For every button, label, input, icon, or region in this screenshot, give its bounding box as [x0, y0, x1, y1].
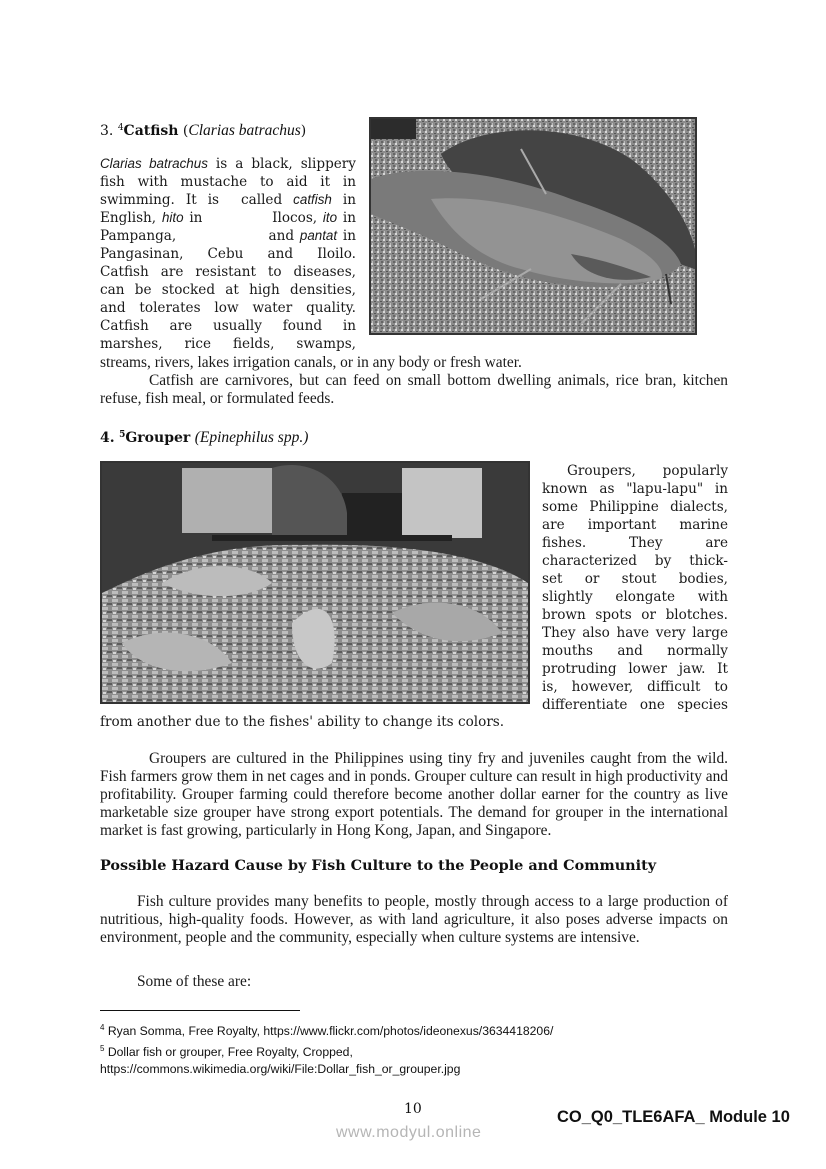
- catfish-text-line: [100, 263, 356, 281]
- grouper-text-line: mouths and normally: [542, 643, 728, 659]
- catfish-text-line: [100, 173, 356, 191]
- text-run: and tolerates low water quality.: [100, 300, 356, 316]
- text-run: Catfish are resistant to diseases,: [100, 264, 356, 280]
- catfish-text-line: [100, 209, 356, 227]
- text-run: in: [331, 192, 356, 208]
- text-run: English,: [100, 210, 162, 226]
- text-run: Catfish are usually found in: [100, 318, 356, 334]
- watermark: www.modyul.online: [336, 1124, 482, 1141]
- footnote-ref[interactable]: 4: [117, 123, 124, 133]
- grouper-culture-paragraph: Groupers are cultured in the Philippines using tiny fry and juveniles caught from the wild. Fish farmers grow them in net cages and in ponds. Grouper culture can result in high productivity and profitability. Grouper farming could therefore become another dollar earner for the country as live marketable size grouper have strong export potentials. The demand for grouper in the international market is fast growing, particularly in Hong Kong, Japan, and Singapore.: [100, 750, 728, 839]
- catfish-photo: [369, 117, 697, 335]
- italic-term: catfish: [293, 192, 332, 207]
- grouper-text-line: set or stout bodies,: [542, 571, 728, 587]
- catfish-text-line: [100, 299, 356, 317]
- grouper-photo: [100, 461, 530, 704]
- section-number: 3.: [100, 123, 114, 139]
- footnote-5: [100, 1040, 720, 1061]
- footnote-number: 4: [100, 1023, 105, 1032]
- grouper-title: Grouper: [125, 430, 191, 446]
- module-code: CO_Q0_TLE6AFA_ Module 10: [557, 1108, 790, 1126]
- catfish-text-line: [100, 155, 356, 173]
- footnote-number: 5: [100, 1044, 105, 1053]
- grouper-text-line: is, however, difficult to: [542, 679, 728, 695]
- paren-close: ): [300, 123, 307, 139]
- hazard-heading: Possible Hazard Cause by Fish Culture to the People and Community: [100, 857, 657, 874]
- footnote-5-url: [100, 1061, 720, 1078]
- hazard-paragraph: Fish culture provides many benefits to people, mostly through access to a large production of nutritious, high-quality foods. However, as with land agriculture, it also poses adverse impacts on environment, people and the community, especially when culture systems are intensive.: [100, 893, 728, 946]
- text-run: in: [337, 228, 356, 244]
- grouper-text-line: They also have very large: [542, 625, 728, 641]
- text-run: marshes, rice fields, swamps,: [100, 336, 356, 352]
- grouper-text-line: characterized by thick-: [542, 553, 728, 569]
- text-run: is a black, slippery: [207, 156, 356, 172]
- text-run: fish with mustache to aid it in: [100, 174, 356, 190]
- footnote-4: [100, 1019, 720, 1040]
- text-run: can be stocked at high densities,: [100, 282, 356, 298]
- grouper-text-line: fishes. They are: [542, 535, 728, 551]
- italic-term: pantat: [299, 228, 338, 243]
- section-number: 4.: [100, 430, 115, 446]
- catfish-description: [100, 155, 356, 353]
- italic-term: Clarias batrachus: [100, 156, 208, 171]
- grouper-scientific-name: (Epinephilus spp.): [194, 429, 309, 446]
- grouper-text-line: differentiate one species: [542, 697, 728, 713]
- catfish-text-line: [100, 317, 356, 335]
- text-run: swimming. It is called: [100, 192, 294, 208]
- grouper-image: [102, 463, 528, 702]
- text-run: in: [337, 210, 356, 226]
- paren-open: (: [182, 123, 189, 139]
- grouper-text-line: protruding lower jaw. It: [542, 661, 728, 677]
- italic-term: ito: [322, 210, 338, 225]
- catfish-text-line: [100, 245, 356, 263]
- grouper-text-line: some Philippine dialects,: [542, 499, 728, 515]
- grouper-text-line: slightly elongate with: [542, 589, 728, 605]
- italic-term: hito: [161, 210, 184, 225]
- footnote-url[interactable]: https://commons.wikimedia.org/wiki/File:Dollar_fish_or_grouper.jpg: [100, 1062, 461, 1076]
- catfish-diet-paragraph: Catfish are carnivores, but can feed on small bottom dwelling animals, rice bran, kitchen refuse, fish meal, or formulated feeds.: [100, 372, 728, 407]
- grouper-text-line: are important marine: [542, 517, 728, 533]
- grouper-description: [542, 462, 728, 714]
- catfish-heading: [100, 119, 306, 140]
- catfish-scientific-name: Clarias batrachus: [188, 122, 301, 139]
- page-number: 10: [404, 1101, 422, 1117]
- catfish-text-line: [100, 335, 356, 353]
- hazard-lead-in: Some of these are:: [137, 973, 252, 990]
- footnote-text: Dollar fish or grouper, Free Royalty, Cropped,: [107, 1045, 353, 1059]
- catfish-habitat-line: streams, rivers, lakes irrigation canals, or in any body or fresh water.: [100, 354, 522, 371]
- text-run: Pampanga, and: [100, 228, 300, 244]
- grouper-color-line: from another due to the fishes' ability to change its colors.: [100, 714, 505, 730]
- grouper-text-line: Groupers, popularly: [567, 463, 728, 479]
- catfish-image: [371, 119, 695, 333]
- grouper-text-line: brown spots or blotches.: [542, 607, 728, 623]
- footnote-text[interactable]: Ryan Somma, Free Royalty, https://www.flickr.com/photos/ideonexus/3634418206/: [107, 1024, 554, 1038]
- footnote-divider: [100, 1010, 300, 1011]
- catfish-text-line: [100, 227, 356, 245]
- footnotes: [100, 1019, 720, 1078]
- text-run: in Ilocos,: [183, 210, 323, 226]
- catfish-text-line: [100, 191, 356, 209]
- catfish-text-line: [100, 281, 356, 299]
- grouper-text-line: known as "lapu-lapu" in: [542, 481, 728, 497]
- footnote-ref[interactable]: 5: [119, 430, 126, 440]
- grouper-heading: [100, 426, 308, 447]
- catfish-title: Catfish: [123, 123, 179, 139]
- text-run: Pangasinan, Cebu and Iloilo.: [100, 246, 356, 262]
